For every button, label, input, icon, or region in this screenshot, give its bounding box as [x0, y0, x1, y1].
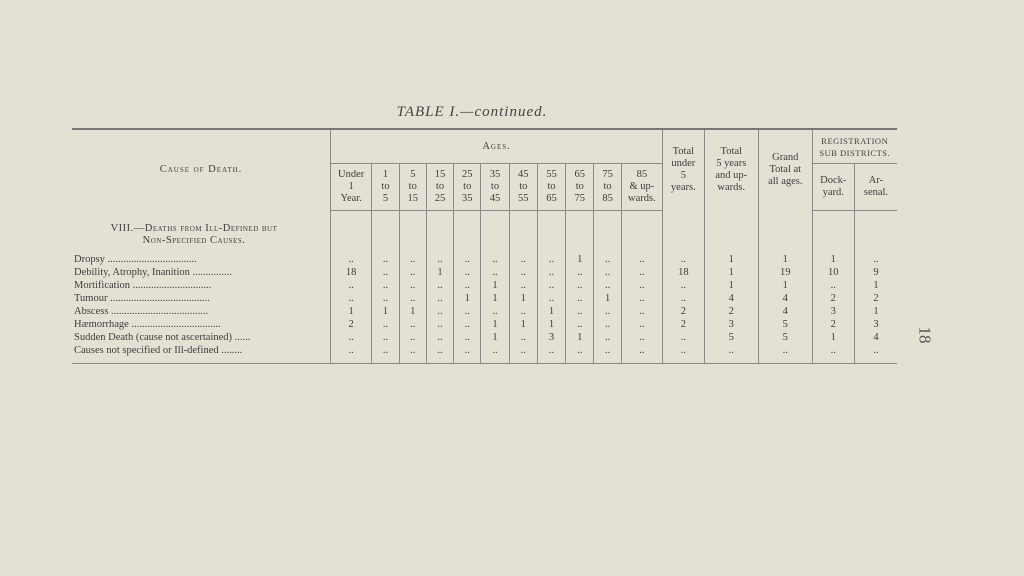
- value-cell: 1: [704, 253, 759, 266]
- value-cell: ..: [372, 331, 399, 344]
- value-cell: 1: [330, 305, 371, 318]
- value-cell: ..: [621, 292, 662, 305]
- arsenal-header: Ar- senal.: [854, 164, 897, 211]
- value-cell: ..: [509, 331, 537, 344]
- value-cell: ..: [621, 266, 662, 279]
- value-cell: 5: [759, 318, 813, 331]
- value-cell: ..: [566, 292, 594, 305]
- table-row: [72, 279, 897, 292]
- table-title: TABLE I.—continued.: [396, 104, 548, 120]
- value-cell: ..: [854, 344, 897, 357]
- value-cell: 5: [759, 331, 813, 344]
- value-cell: 1: [566, 253, 594, 266]
- value-cell: 1: [812, 253, 854, 266]
- cause-cell: Debility, Atrophy, Inanition ...............: [74, 267, 232, 278]
- age-col-header: 25 to 35: [454, 164, 481, 211]
- value-cell: 1: [759, 253, 813, 266]
- table-row: [72, 305, 897, 318]
- grand-total-header: Grand Total at all ages.: [759, 129, 813, 211]
- value-cell: ..: [594, 279, 621, 292]
- value-cell: 3: [537, 331, 565, 344]
- value-cell: 1: [704, 266, 759, 279]
- value-cell: ..: [566, 266, 594, 279]
- value-cell: ..: [663, 292, 704, 305]
- value-cell: 3: [854, 318, 897, 331]
- age-col-header: 45 to 55: [509, 164, 537, 211]
- value-cell: ..: [481, 266, 509, 279]
- value-cell: ..: [426, 305, 453, 318]
- registration-header: REGISTRATION SUB DISTRICTS.: [812, 129, 897, 164]
- value-cell: ..: [330, 279, 371, 292]
- value-cell: 1: [854, 305, 897, 318]
- value-cell: 1: [812, 331, 854, 344]
- value-cell: ..: [509, 344, 537, 357]
- cause-cell: Tumour ......................................: [74, 293, 210, 304]
- value-cell: ..: [399, 344, 426, 357]
- value-cell: 1: [509, 292, 537, 305]
- value-cell: ..: [454, 318, 481, 331]
- table-row: [72, 318, 897, 331]
- value-cell: ..: [481, 344, 509, 357]
- value-cell: 1: [704, 279, 759, 292]
- value-cell: 1: [481, 292, 509, 305]
- age-col-header: 75 to 85: [594, 164, 621, 211]
- value-cell: ..: [399, 279, 426, 292]
- table-row: [72, 344, 897, 357]
- value-cell: ..: [372, 318, 399, 331]
- value-cell: ..: [426, 318, 453, 331]
- value-cell: 4: [759, 305, 813, 318]
- value-cell: 1: [481, 279, 509, 292]
- value-cell: ..: [426, 279, 453, 292]
- age-col-header: Under 1 Year.: [330, 164, 371, 211]
- value-cell: ..: [621, 305, 662, 318]
- value-cell: ..: [594, 331, 621, 344]
- value-cell: ..: [537, 266, 565, 279]
- value-cell: 1: [481, 318, 509, 331]
- value-cell: ..: [454, 344, 481, 357]
- value-cell: ..: [594, 318, 621, 331]
- cause-cell: Mortification ..............................: [74, 280, 212, 291]
- table-row: [72, 331, 897, 344]
- value-cell: ..: [509, 253, 537, 266]
- value-cell: ..: [663, 344, 704, 357]
- value-cell: ..: [399, 266, 426, 279]
- age-col-header: 5 to 15: [399, 164, 426, 211]
- total-under-header: Total under 5 years.: [663, 129, 704, 211]
- value-cell: 3: [812, 305, 854, 318]
- page-number: 18: [915, 326, 935, 344]
- value-cell: ..: [621, 344, 662, 357]
- value-cell: ..: [594, 266, 621, 279]
- value-cell: ..: [663, 253, 704, 266]
- value-cell: ..: [330, 331, 371, 344]
- section-heading: VIII.—Deaths from Ill-Defined but Non-Specified Causes.: [110, 222, 278, 246]
- value-cell: ..: [509, 305, 537, 318]
- value-cell: ..: [537, 344, 565, 357]
- value-cell: ..: [509, 279, 537, 292]
- total-over-header: Total 5 years and up- wards.: [704, 129, 759, 211]
- value-cell: ..: [399, 253, 426, 266]
- value-cell: ..: [454, 279, 481, 292]
- value-cell: ..: [372, 344, 399, 357]
- age-col-header: 35 to 45: [481, 164, 509, 211]
- value-cell: ..: [594, 344, 621, 357]
- value-cell: ..: [372, 253, 399, 266]
- value-cell: ..: [454, 305, 481, 318]
- value-cell: 2: [812, 292, 854, 305]
- value-cell: ..: [426, 292, 453, 305]
- value-cell: 4: [759, 292, 813, 305]
- value-cell: ..: [621, 253, 662, 266]
- cause-cell: Abscess .....................................: [74, 306, 209, 317]
- value-cell: 19: [759, 266, 813, 279]
- value-cell: 1: [509, 318, 537, 331]
- value-cell: 1: [537, 305, 565, 318]
- ages-header: Ages.: [330, 129, 662, 164]
- cause-cell: Sudden Death (cause not ascertained) ......: [74, 332, 251, 343]
- value-cell: 4: [854, 331, 897, 344]
- value-cell: ..: [372, 292, 399, 305]
- value-cell: ..: [594, 305, 621, 318]
- value-cell: ..: [426, 331, 453, 344]
- table-row: [72, 253, 897, 266]
- value-cell: 1: [454, 292, 481, 305]
- value-cell: ..: [330, 344, 371, 357]
- value-cell: 2: [330, 318, 371, 331]
- value-cell: ..: [854, 253, 897, 266]
- value-cell: ..: [663, 331, 704, 344]
- age-col-header: 1 to 5: [372, 164, 399, 211]
- value-cell: ..: [704, 344, 759, 357]
- value-cell: 2: [663, 305, 704, 318]
- cause-header: Cause of Death.: [159, 164, 243, 176]
- value-cell: ..: [330, 253, 371, 266]
- value-cell: 2: [812, 318, 854, 331]
- value-cell: ..: [399, 318, 426, 331]
- value-cell: 1: [399, 305, 426, 318]
- value-cell: ..: [399, 292, 426, 305]
- value-cell: ..: [621, 331, 662, 344]
- value-cell: 18: [330, 266, 371, 279]
- value-cell: ..: [537, 292, 565, 305]
- value-cell: ..: [621, 279, 662, 292]
- value-cell: ..: [372, 279, 399, 292]
- value-cell: 1: [481, 331, 509, 344]
- cause-cell: Causes not specified or Ill-defined ........: [74, 345, 243, 356]
- value-cell: 18: [663, 266, 704, 279]
- cause-cell: Hæmorrhage ..................................: [74, 319, 221, 330]
- value-cell: ..: [426, 344, 453, 357]
- value-cell: 1: [854, 279, 897, 292]
- value-cell: ..: [454, 331, 481, 344]
- value-cell: 1: [594, 292, 621, 305]
- age-col-header: 55 to 65: [537, 164, 565, 211]
- value-cell: ..: [812, 344, 854, 357]
- value-cell: ..: [481, 253, 509, 266]
- value-cell: ..: [426, 253, 453, 266]
- value-cell: 2: [663, 318, 704, 331]
- value-cell: ..: [454, 253, 481, 266]
- cause-cell: Dropsy ..................................: [74, 254, 197, 265]
- value-cell: ..: [663, 279, 704, 292]
- value-cell: ..: [566, 344, 594, 357]
- value-cell: ..: [594, 253, 621, 266]
- value-cell: 10: [812, 266, 854, 279]
- value-cell: 2: [854, 292, 897, 305]
- value-cell: ..: [566, 318, 594, 331]
- age-col-header: 65 to 75: [566, 164, 594, 211]
- value-cell: 1: [566, 331, 594, 344]
- age-col-header: 85 & up- wards.: [621, 164, 662, 211]
- value-cell: ..: [566, 305, 594, 318]
- value-cell: 9: [854, 266, 897, 279]
- value-cell: 1: [426, 266, 453, 279]
- value-cell: ..: [812, 279, 854, 292]
- value-cell: ..: [621, 318, 662, 331]
- value-cell: ..: [330, 292, 371, 305]
- value-cell: 5: [704, 331, 759, 344]
- mortality-table: [72, 128, 897, 364]
- value-cell: ..: [454, 266, 481, 279]
- table-row: [72, 266, 897, 279]
- value-cell: 4: [704, 292, 759, 305]
- value-cell: ..: [537, 253, 565, 266]
- value-cell: ..: [372, 266, 399, 279]
- age-col-header: 15 to 25: [426, 164, 453, 211]
- value-cell: 1: [372, 305, 399, 318]
- value-cell: 2: [704, 305, 759, 318]
- value-cell: 3: [704, 318, 759, 331]
- value-cell: ..: [509, 266, 537, 279]
- dockyard-header: Dock- yard.: [812, 164, 854, 211]
- value-cell: ..: [759, 344, 813, 357]
- value-cell: ..: [481, 305, 509, 318]
- table-row: [72, 292, 897, 305]
- value-cell: ..: [566, 279, 594, 292]
- value-cell: ..: [537, 279, 565, 292]
- value-cell: ..: [399, 331, 426, 344]
- value-cell: 1: [537, 318, 565, 331]
- value-cell: 1: [759, 279, 813, 292]
